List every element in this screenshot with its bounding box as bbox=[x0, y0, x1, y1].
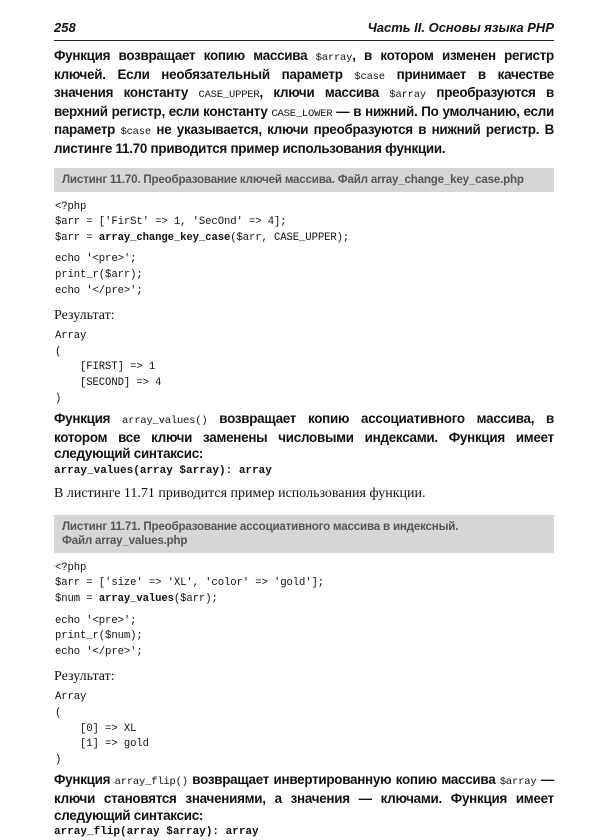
result-output-1: Array ( [FIRST] => 1 [SECOND] => 4 ) bbox=[55, 330, 162, 405]
listing-caption-11-70: Листинг 11.70. Преобразование ключей массива. Файл array_change_key_case.php bbox=[54, 168, 554, 192]
listing-caption-11-71: Листинг 11.71. Преобразование ассоциативного массива в индексный. Файл array_values.php bbox=[54, 515, 554, 553]
result-output-2: Array ( [0] => XL [1] => gold ) bbox=[55, 691, 149, 766]
syntax-array-flip: array_flip(array $array): array bbox=[54, 826, 259, 839]
syntax-array-values: array_values(array $array): array bbox=[54, 464, 272, 477]
code-listing-11-71: <?php $arr = ['size' => 'XL', 'color' => 'gold']; $num = array_values($arr); echo '<pre>'; print_r($num); echo '</pre>'; bbox=[55, 561, 325, 658]
page-content bbox=[54, 48, 554, 840]
paragraph-listing-intro: В листинге 11.71 приводится пример использования функции. bbox=[54, 485, 426, 501]
paragraph-array-values: Функция array_values() возвращает копию ассоциативного массива, в котором все ключи заменены числовыми индексами. Функция имеет следующий синтаксис: bbox=[54, 411, 554, 462]
page-number: 258 bbox=[54, 20, 76, 35]
result-label-2: Результат: bbox=[54, 669, 115, 685]
result-label-1: Результат: bbox=[54, 308, 115, 324]
code-listing-11-70: <?php $arr = ['FirSt' => 1, 'SecOnd' => 4]; $arr = array_change_key_case($arr, CASE_UPPER); echo '<pre>'; print_r($arr); echo '</pre>'; bbox=[55, 200, 350, 297]
page-header bbox=[54, 18, 554, 41]
paragraph-array-flip: Функция array_flip() возвращает инвертированную копию массива $array — ключи становятся значениями, а значения — ключами. Функция имеет следующий синтаксис: bbox=[54, 772, 554, 823]
paragraph-array-change-key-case: Функция возвращает копию массива $array, в котором изменен регистр ключей. Если необязательный параметр $case принимает в качестве значения константу CASE_UPPER, ключи массива $array преобразуются в верхний регистр, если константу CASE_LOWER — в нижний. По умолчанию, если параметр $case не указывается, ключи преобразуются в нижний регистр. В листинге 11.70 приводится пример использования функции. bbox=[54, 48, 554, 156]
chapter-title: Часть II. Основы языка PHP bbox=[367, 20, 554, 35]
